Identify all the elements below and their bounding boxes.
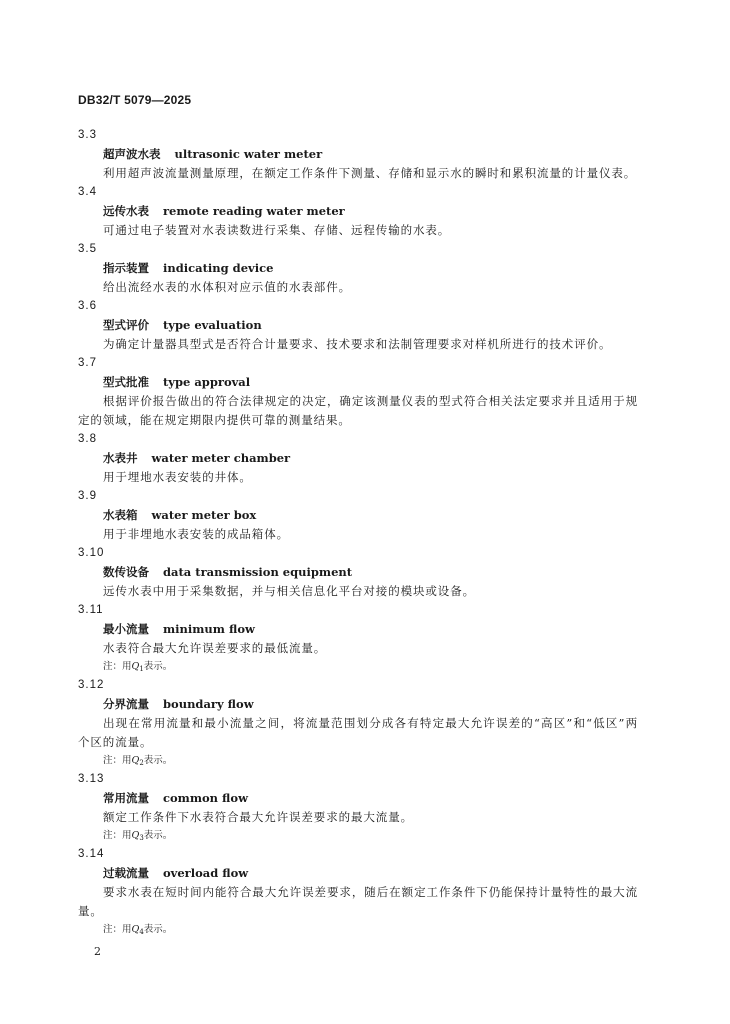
term-definition: 远传水表中用于采集数据，并与相关信息化平台对接的模块或设备。: [103, 584, 475, 598]
term-note: [78, 827, 638, 845]
entry-number: 3.14: [78, 848, 105, 860]
note-prefix: 注：用: [103, 830, 132, 841]
term-entry: [78, 544, 638, 601]
term-entry: [78, 297, 638, 354]
note-suffix: 表示。: [143, 830, 173, 841]
term-definition: 可通过电子装置对水表读数进行采集、存储、远程传输的水表。: [103, 223, 451, 237]
term-english: ultrasonic water meter: [174, 147, 323, 161]
term-english: remote reading water meter: [163, 204, 345, 218]
term-chinese: 指示装置: [103, 261, 149, 275]
entry-number: 3.12: [78, 679, 105, 691]
entry-number: 3.10: [78, 547, 105, 559]
term-entry: [78, 601, 638, 676]
term-chinese: 过载流量: [103, 866, 149, 880]
term-chinese: 常用流量: [103, 791, 149, 805]
term-note: [78, 752, 638, 770]
note-suffix: 表示。: [143, 755, 173, 766]
term-entry: [78, 845, 638, 939]
note-suffix: 表示。: [143, 661, 173, 672]
document-code: DB32/T 5079—2025: [78, 93, 192, 107]
term-english: minimum flow: [163, 622, 255, 636]
term-english: type approval: [163, 375, 251, 389]
note-prefix: 注：用: [103, 661, 132, 672]
term-entry: [78, 676, 638, 770]
term-heading: [78, 145, 638, 164]
term-heading: [78, 316, 638, 335]
term-english: overload flow: [163, 866, 249, 880]
term-chinese: 型式批准: [103, 375, 149, 389]
term-definition: 水表符合最大允许误差要求的最低流量。: [103, 641, 327, 655]
term-english: type evaluation: [163, 318, 262, 332]
note-symbol: Q: [131, 924, 140, 935]
term-definition: 为确定计量器具型式是否符合计量要求、技术要求和法制管理要求对样机所进行的技术评价。: [103, 337, 612, 351]
note-prefix: 注：用: [103, 924, 132, 935]
term-english: data transmission equipment: [163, 565, 353, 579]
entry-number: 3.11: [78, 604, 104, 616]
note-subscript: 1: [139, 665, 144, 673]
entry-number: 3.5: [78, 243, 97, 255]
entry-number: 3.3: [78, 129, 97, 141]
page-number: 2: [94, 945, 101, 958]
term-chinese: 水表箱: [103, 508, 138, 522]
term-heading: [78, 373, 638, 392]
note-symbol: Q: [131, 755, 140, 766]
term-list: [78, 126, 638, 939]
term-chinese: 分界流量: [103, 697, 149, 711]
note-prefix: 注：用: [103, 755, 132, 766]
term-note: [78, 921, 638, 939]
term-heading: [78, 202, 638, 221]
term-entry: [78, 770, 638, 845]
entry-number: 3.7: [78, 357, 97, 369]
note-subscript: 4: [139, 928, 144, 936]
term-entry: [78, 240, 638, 297]
note-subscript: 3: [139, 834, 144, 842]
term-english: water meter chamber: [151, 451, 291, 465]
term-heading: [78, 864, 638, 883]
term-note: [78, 658, 638, 676]
term-definition: 根据评价报告做出的符合法律规定的决定，确定该测量仪表的型式符合相关法定要求并且适用于规定的领域，能在规定期限内提供可靠的测量结果。: [78, 394, 638, 427]
term-definition: 用于埋地水表安装的井体。: [103, 470, 252, 484]
term-definition: 用于非埋地水表安装的成品箱体。: [103, 527, 289, 541]
note-symbol: Q: [131, 661, 140, 672]
term-english: boundary flow: [163, 697, 254, 711]
note-suffix: 表示。: [143, 924, 173, 935]
term-heading: [78, 695, 638, 714]
term-entry: [78, 183, 638, 240]
term-chinese: 型式评价: [103, 318, 149, 332]
term-heading: [78, 449, 638, 468]
term-english: common flow: [163, 791, 248, 805]
entry-number: 3.6: [78, 300, 97, 312]
term-heading: [78, 563, 638, 582]
term-heading: [78, 259, 638, 278]
entry-number: 3.9: [78, 490, 97, 502]
term-entry: [78, 430, 638, 487]
term-chinese: 最小流量: [103, 622, 149, 636]
term-english: water meter box: [151, 508, 257, 522]
entry-number: 3.4: [78, 186, 97, 198]
term-chinese: 水表井: [103, 451, 138, 465]
term-entry: [78, 354, 638, 430]
term-definition: 额定工作条件下水表符合最大允许误差要求的最大流量。: [103, 810, 413, 824]
term-chinese: 数传设备: [103, 565, 149, 579]
term-chinese: 超声波水表: [103, 147, 161, 161]
term-definition: 要求水表在短时间内能符合最大允许误差要求，随后在额定工作条件下仍能保持计量特性的最大流量。: [78, 885, 638, 918]
term-heading: [78, 620, 638, 639]
term-entry: [78, 487, 638, 544]
term-entry: [78, 126, 638, 183]
term-definition: 出现在常用流量和最小流量之间，将流量范围划分成各有特定最大允许误差的“高区”和“低区”两个区的流量。: [78, 716, 638, 749]
term-heading: [78, 506, 638, 525]
entry-number: 3.13: [78, 773, 105, 785]
term-heading: [78, 789, 638, 808]
note-symbol: Q: [131, 830, 140, 841]
entry-number: 3.8: [78, 433, 97, 445]
term-chinese: 远传水表: [103, 204, 149, 218]
term-definition: 利用超声波流量测量原理，在额定工作条件下测量、存储和显示水的瞬时和累积流量的计量仪表。: [103, 166, 637, 180]
term-english: indicating device: [163, 261, 274, 275]
note-subscript: 2: [139, 759, 144, 767]
term-definition: 给出流经水表的水体积对应示值的水表部件。: [103, 280, 351, 294]
